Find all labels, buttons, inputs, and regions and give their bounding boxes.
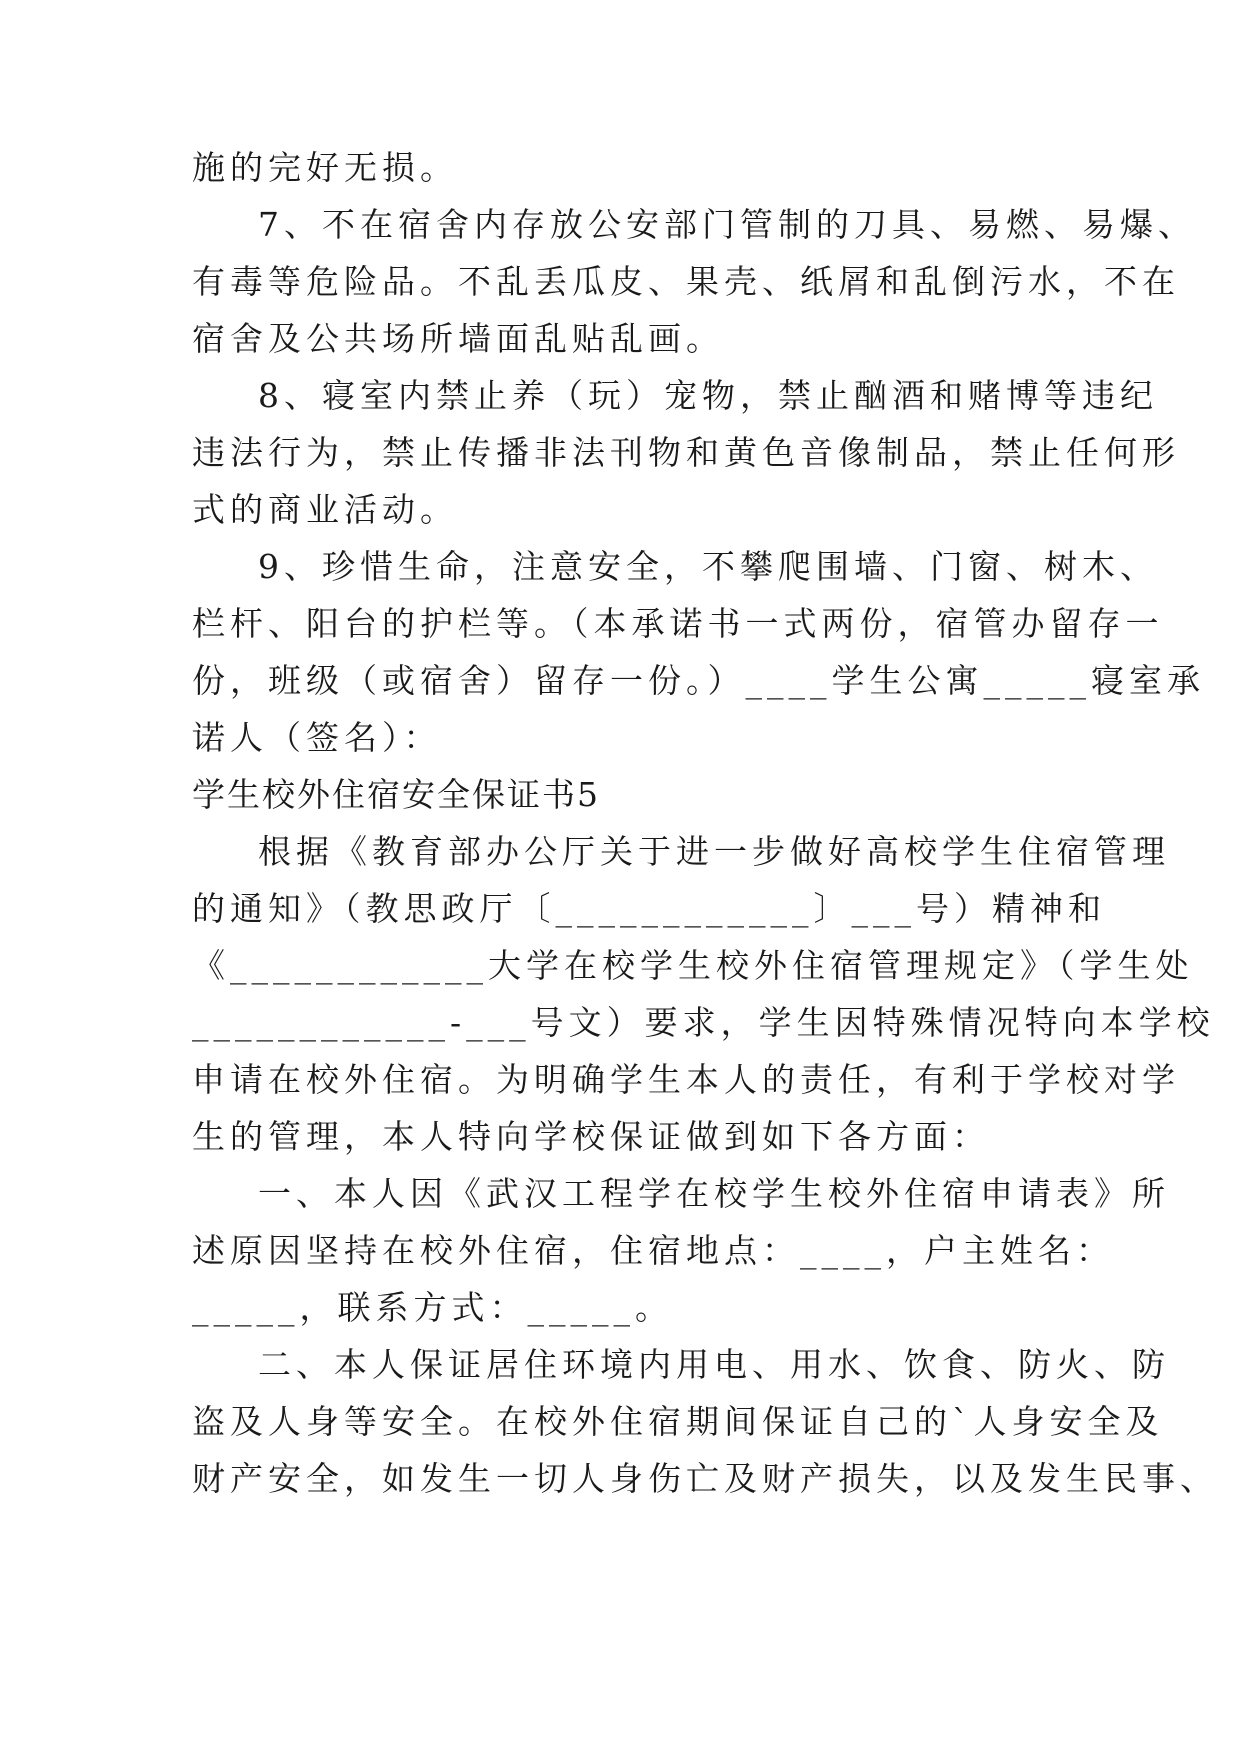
text-line: 有毒等危险品。不乱丢瓜皮、果壳、纸屑和乱倒污水，不在 (192, 262, 1180, 301)
text-line-item-7: 7、不在宿舍内存放公安部门管制的刀具、易燃、易爆、 (258, 205, 1196, 244)
text-line: 违法行为，禁止传播非法刊物和黄色音像制品，禁止任何形 (192, 433, 1180, 472)
text-line: 盗及人身等安全。在校外住宿期间保证自己的`人身安全及 (192, 1402, 1164, 1441)
text-line: 述原因坚持在校外住宿，住宿地点：____，户主姓名： (192, 1231, 1114, 1270)
text-line: 诺人（签名）： (192, 718, 442, 757)
text-line: 份，班级（或宿舍）留存一份。）____学生公寓_____寝室承 (192, 661, 1205, 700)
section-heading: 学生校外住宿安全保证书5 (192, 775, 600, 814)
text-line: 的通知》（教思政厅〔____________〕___号）精神和 (192, 889, 1106, 928)
text-line-item-2: 二、本人保证居住环境内用电、用水、饮食、防火、防 (258, 1345, 1170, 1384)
text-line: 式的商业活动。 (192, 490, 458, 529)
text-line: 宿舍及公共场所墙面乱贴乱画。 (192, 319, 724, 358)
text-line: _____，联系方式：_____。 (192, 1288, 673, 1327)
text-line: 根据《教育部办公厅关于进一步做好高校学生住宿管理 (258, 832, 1170, 871)
text-line-item-9: 9、珍惜生命，注意安全，不攀爬围墙、门窗、树木、 (258, 547, 1158, 586)
text-line: ____________-___号文）要求，学生因特殊情况特向本学校 (192, 1003, 1215, 1042)
text-line: 栏杆、阳台的护栏等。（本承诺书一式两份，宿管办留存一 (192, 604, 1164, 643)
text-line: 生的管理，本人特向学校保证做到如下各方面： (192, 1117, 990, 1156)
text-line: 《____________大学在校学生校外住宿管理规定》（学生处 (192, 946, 1194, 985)
text-line-item-1: 一、本人因《武汉工程学在校学生校外住宿申请表》所 (258, 1174, 1170, 1213)
text-line: 施的完好无损。 (192, 148, 458, 187)
text-line-item-8: 8、寝室内禁止养（玩）宠物，禁止酗酒和赌博等违纪 (258, 376, 1158, 415)
text-line: 申请在校外住宿。为明确学生本人的责任，有利于学校对学 (192, 1060, 1180, 1099)
text-line: 财产安全，如发生一切人身伤亡及财产损失，以及发生民事、 (192, 1459, 1218, 1498)
